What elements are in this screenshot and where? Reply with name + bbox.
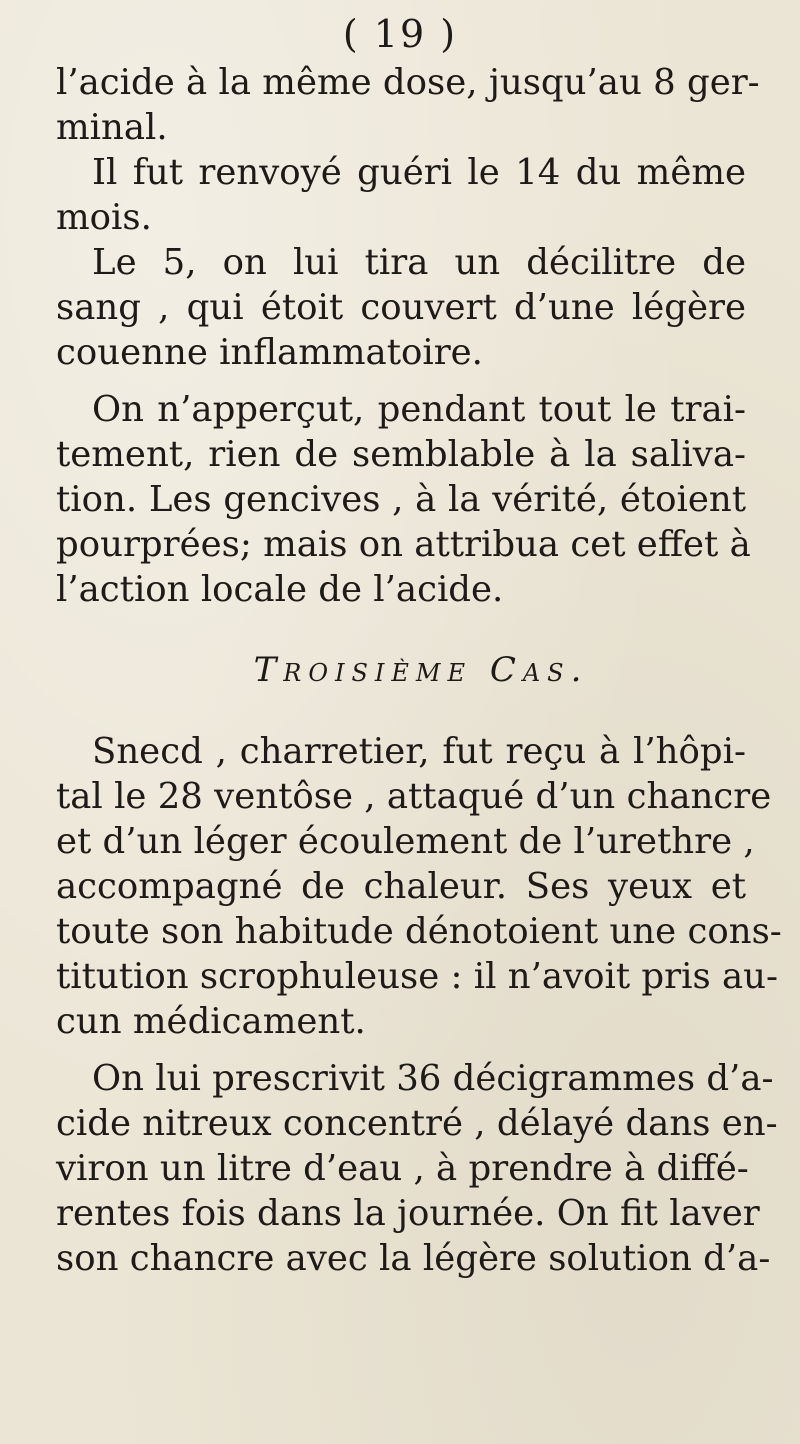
text-line: rentes fois dans la journée. On fit laver [56, 1193, 760, 1234]
text-line: pourprées; mais on attribua cet effet à [56, 524, 751, 565]
text-line: mois. [56, 197, 152, 238]
text-line: l’action locale de l’acide. [56, 569, 504, 610]
text-line: cide nitreux concentré , délayé dans en- [56, 1103, 778, 1144]
text-line: sang , qui étoit couvert d’une légère [56, 287, 746, 328]
text-line: accompagné de chaleur. Ses yeux et [56, 866, 746, 907]
text-line: titution scrophuleuse : il n’avoit pris au- [56, 956, 778, 997]
text-line: tion. Les gencives , à la vérité, étoient [56, 479, 746, 520]
text-line: Snecd , charretier, fut reçu à l’hôpi- [92, 731, 746, 772]
text-line: viron un litre d’eau , à prendre à diffé- [56, 1148, 749, 1189]
text-line: Il fut renvoyé guéri le 14 du même [92, 152, 746, 193]
text-line: minal. [56, 107, 168, 148]
text-block [56, 60, 782, 1281]
text-line: couenne inflammatoire. [56, 332, 483, 373]
text-line: toute son habitude dénotoient une cons- [56, 911, 782, 952]
text-line: tal le 28 ventôse , attaqué d’un chancre [56, 776, 772, 817]
text-line: tement, rien de semblable à la saliva- [56, 434, 746, 475]
text-line: On lui prescrivit 36 décigrammes d’a- [92, 1058, 774, 1099]
text-line: et d’un léger écoulement de l’urethre , [56, 821, 755, 862]
text-line: cun médicament. [56, 1001, 366, 1042]
text-line: l’acide à la même dose, jusqu’au 8 ger- [56, 62, 760, 103]
page-number: ( 19 ) [342, 12, 458, 56]
text-line: son chancre avec la légère solution d’a- [56, 1238, 771, 1279]
text-line: Le 5, on lui tira un décilitre de [92, 242, 746, 283]
text-line: On n’apperçut, pendant tout le trai- [92, 389, 746, 430]
section-heading: Troisième Cas. [253, 650, 589, 690]
